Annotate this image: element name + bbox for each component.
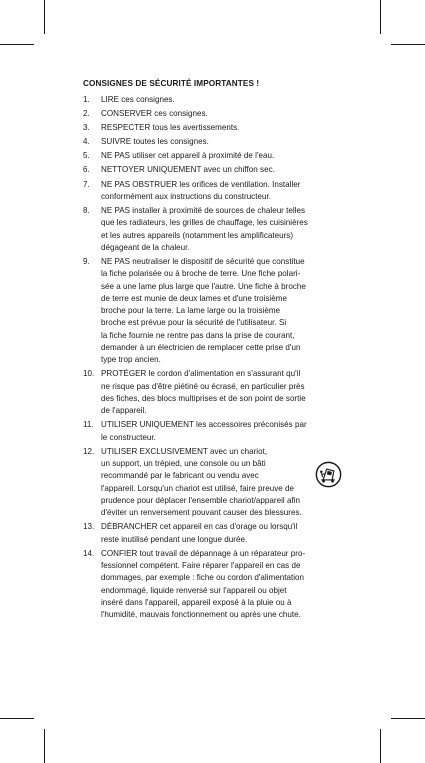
list-item [83, 136, 345, 148]
list-item [83, 446, 345, 520]
item-number: 9. [83, 256, 90, 266]
item-number: 11. [83, 420, 94, 430]
item-number: 14. [83, 548, 95, 558]
crop-mark-bottom-right-horizontal [391, 718, 425, 719]
list-item [83, 205, 345, 254]
safety-heading: CONSIGNES DE SÉCURITÉ IMPORTANTES ! [83, 79, 260, 88]
item-number: 4. [83, 137, 90, 147]
item-text: SUIVRE toutes les consignes. [101, 137, 209, 147]
item-text: NE PAS utiliser cet appareil à proximité de l'eau. [101, 151, 275, 161]
item-number: 12. [83, 446, 95, 456]
item-text: NE PAS OBSTRUER les orifices de ventilation. Installer conformément aux instructions du constructeur. [101, 179, 301, 201]
item-text: NE PAS installer à proximité de sources de chaleur telles que les radiateurs, les grilles de chauffage, les cuisinières et les autres appareils (notamment les amplificateurs) dégageant de la chaleur. [101, 205, 308, 252]
item-text: UTILISER UNIQUEMENT les accessoires préconisés par le constructeur. [101, 420, 307, 442]
crop-mark-top-left-vertical [44, 0, 45, 34]
list-item [83, 150, 345, 162]
crop-mark-bottom-left-horizontal [0, 718, 34, 719]
crop-mark-top-left-horizontal [0, 44, 34, 45]
list-item [83, 122, 345, 134]
list-item [83, 419, 345, 444]
item-text: LIRE ces consignes. [101, 95, 175, 104]
item-text: CONFIER tout travail de dépannage à un réparateur pro- fessionnel compétent. Faire réparer l'appareil en cas de dommages, par exemple : fiche ou cordon d'alimentation endommagé, liquide renversé sur l'appareil ou objet inséré dans l'appareil, appareil exposé à la pluie ou à l'humidité, mauvais fonctionnement ou après une chute. [101, 548, 306, 620]
item-text: NE PAS neutraliser le dispositif de sécurité que constitue la fiche polarisée ou à broche de terre. Une fiche polari- sée a une lame plus large que l'autre. Une fiche à broche de terre est munie de deux lames et d'une troisième broche pour la terre. La lame large ou la troisième broche est prévue pour la sécurité de l'utilisateur. Si la fiche fournie ne rentre pas dans la prise de courant, demander à un électricien de remplacer cette prise d'un type trop ancien. [101, 256, 306, 365]
item-text: UTILISER EXCLUSIVEMENT avec un chariot, un support, un trépied, une console ou un bâti recommandé par le fabricant ou vendu avec l'appareil. Lorsqu'un chariot est utilisé, faire preuve de prudence pour déplacer l'ensemble chariot/appareil afin d'éviter un renversement pouvant causer des blessures. [101, 446, 302, 518]
item-text: NETTOYER UNIQUEMENT avec un chiffon sec. [101, 165, 275, 175]
item-number: 7. [83, 179, 90, 189]
list-item [83, 179, 345, 204]
item-number: 3. [83, 123, 90, 133]
instruction-list [83, 94, 345, 622]
item-number: 8. [83, 205, 90, 215]
list-item [83, 548, 345, 622]
item-number: 10. [83, 369, 95, 379]
item-number: 13. [83, 522, 95, 532]
item-text: DÉBRANCHER cet appareil en cas d'orage ou lorsqu'il reste inutilisé pendant une longue durée. [101, 522, 298, 544]
crop-mark-top-right-horizontal [391, 44, 425, 45]
crop-mark-bottom-left-vertical [44, 729, 45, 763]
crop-mark-bottom-right-vertical [380, 729, 381, 763]
crop-mark-top-right-vertical [380, 0, 381, 34]
list-item [83, 521, 345, 546]
list-item [83, 94, 345, 106]
item-number: 2. [83, 109, 90, 119]
item-number: 1. [83, 95, 90, 104]
safety-instructions [83, 78, 345, 623]
list-item [83, 368, 345, 417]
list-item [83, 108, 345, 120]
item-text: CONSERVER ces consignes. [101, 109, 208, 119]
list-item [83, 256, 345, 367]
item-number: 6. [83, 165, 90, 175]
cart-tip-over-warning-icon [315, 461, 342, 488]
item-number: 5. [83, 151, 90, 161]
list-item [83, 164, 345, 176]
item-text: PROTÉGER le cordon d'alimentation en s'assurant qu'il ne risque pas d'être piétiné ou écrasé, en particulier près des fiches, des blocs multiprises et de son point de sortie de l'appareil. [101, 369, 306, 416]
item-text: RESPECTER tous les avertissements. [101, 123, 240, 133]
